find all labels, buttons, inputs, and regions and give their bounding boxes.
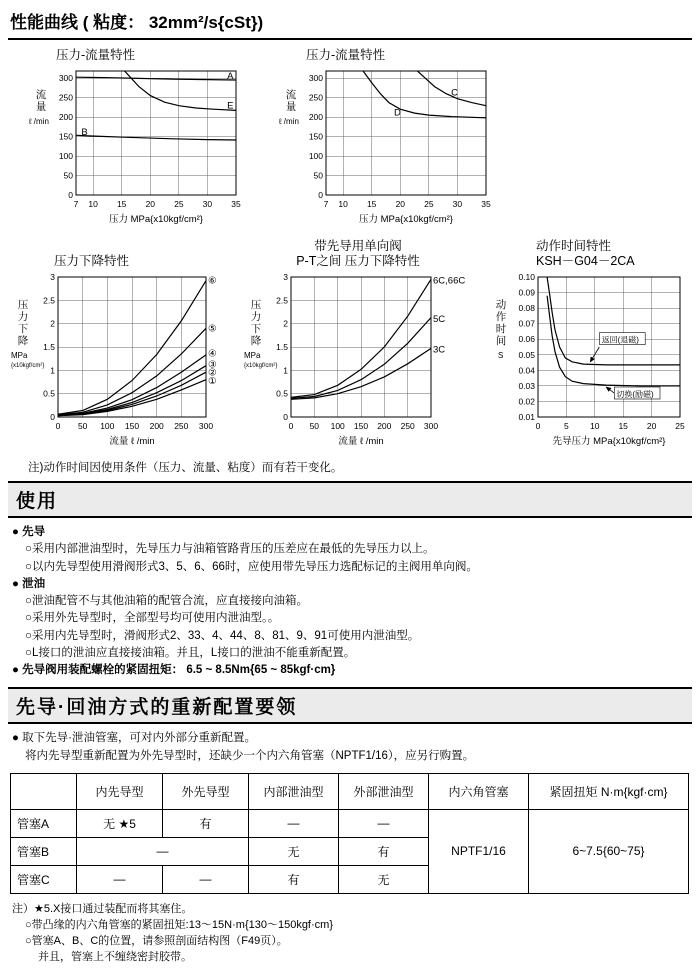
chart-pressure-flow-2 [276, 46, 500, 231]
svg-text:0: 0 [535, 421, 541, 431]
svg-text:动: 动 [495, 299, 507, 311]
svg-text:0: 0 [55, 421, 61, 431]
svg-text:3C: 3C [433, 344, 446, 356]
svg-text:0.02: 0.02 [518, 396, 535, 407]
svg-text:200: 200 [58, 112, 73, 122]
svg-text:0: 0 [283, 412, 288, 422]
svg-text:30: 30 [452, 199, 463, 209]
svg-text:7: 7 [73, 199, 79, 209]
svg-text:压力 MPa{x10kgf/cm²}: 压力 MPa{x10kgf/cm²} [359, 214, 453, 225]
svg-text:流: 流 [285, 89, 297, 101]
svg-text:35: 35 [231, 199, 241, 209]
chart-canvas [241, 269, 467, 453]
chart-pressure-flow-1 [26, 46, 250, 231]
use-bullet-list [10, 524, 690, 679]
table-cell-hex-plug: NPTF1/16 [429, 809, 529, 893]
svg-text:6C,66C: 6C,66C [433, 275, 466, 287]
svg-text:切换(励磁): 切换(励磁) [616, 390, 654, 399]
svg-text:35: 35 [481, 199, 491, 209]
svg-text:流量 ℓ /min: 流量 ℓ /min [109, 436, 155, 447]
plug-config-table [10, 773, 689, 894]
svg-text:15: 15 [366, 199, 377, 209]
chart-canvas [276, 63, 500, 231]
svg-text:250: 250 [400, 421, 415, 431]
use-bullet-line: ● 先导 [12, 526, 46, 538]
table-cell: 无 [339, 865, 429, 893]
svg-text:0.06: 0.06 [518, 334, 535, 345]
chart-title: 带先导用单向阀 P-T之间 压力下降特性 [296, 239, 420, 268]
svg-text:间: 间 [495, 335, 507, 347]
table-header: 内部泄油型 [249, 773, 339, 809]
svg-text:150: 150 [124, 421, 140, 431]
chart-pressure-drop [8, 239, 222, 453]
svg-text:150: 150 [308, 131, 323, 142]
table-header: 内六角管塞 [429, 773, 529, 809]
svg-text:1.5: 1.5 [43, 342, 55, 352]
svg-text:300: 300 [198, 421, 214, 431]
svg-text:压: 压 [17, 299, 29, 311]
footer-note-line: ○管塞A、B、C的位置，请参照剖面结构图（F49页）。 [25, 934, 288, 947]
reconfig-intro-list [10, 730, 690, 765]
use-bullet-line: ○采用外先导型时，全部型号均可使用内泄油型。。 [25, 612, 280, 625]
use-bullet-line: ● 泄油 [12, 577, 46, 590]
table-cell: — [77, 837, 249, 865]
table-cell: — [77, 865, 163, 893]
chart-canvas [8, 269, 222, 453]
table-cell: — [163, 865, 249, 893]
svg-text:0.09: 0.09 [518, 287, 535, 298]
table-header [11, 773, 77, 809]
svg-text:0.05: 0.05 [518, 349, 535, 360]
svg-text:0: 0 [68, 190, 73, 200]
svg-text:200: 200 [149, 421, 164, 431]
svg-text:降: 降 [250, 335, 262, 347]
svg-text:力: 力 [17, 311, 29, 323]
use-bullet-line: ● 先导阀用装配螺栓的紧固扭矩： 6.5 ~ 8.5Nm{65 ~ 85kgf·cm} [12, 664, 336, 676]
svg-text:10: 10 [338, 199, 348, 209]
svg-text:10: 10 [590, 421, 600, 431]
svg-text:④: ④ [208, 348, 217, 360]
svg-text:1.5: 1.5 [276, 342, 288, 352]
svg-text:时: 时 [495, 323, 507, 335]
use-bullet-line: ○采用内先导型时，滑阀形式2、33、4、44、8、81、9、91可使用内泄油型。 [25, 629, 420, 642]
table-header: 内先导型 [77, 773, 163, 809]
footer-note-line: 并且，管塞上不缠绕密封胶带。 [38, 950, 192, 963]
svg-text:E: E [227, 100, 234, 112]
svg-text:3: 3 [50, 272, 55, 282]
chart-title: 压力下降特性 [54, 254, 130, 268]
svg-text:下: 下 [250, 323, 262, 335]
footer-note-line: ○带凸缘的内六角管塞的紧固扭矩:13～15N·m{130～150kgf·cm} [25, 918, 333, 931]
svg-text:2: 2 [283, 318, 288, 329]
table-row [11, 809, 689, 837]
svg-text:100: 100 [330, 421, 345, 431]
charts-row-2 [8, 239, 692, 453]
use-bullet-line: ○以内先导型使用滑阀形式3、5、6、66时，应使用带先导压力选配标记的主阀用单向阀。 [25, 560, 478, 573]
table-cell: — [339, 809, 429, 837]
svg-text:300: 300 [58, 73, 73, 83]
svg-text:0.07: 0.07 [518, 318, 535, 329]
svg-text:50: 50 [77, 421, 88, 431]
svg-text:{x10kgf/cm²}: {x10kgf/cm²} [11, 363, 45, 369]
table-row-label: 管塞B [11, 837, 77, 865]
svg-text:250: 250 [174, 421, 189, 431]
svg-text:S: S [498, 351, 504, 360]
svg-text:降: 降 [17, 335, 29, 347]
svg-text:{x10kgf/cm²}: {x10kgf/cm²} [244, 363, 278, 369]
svg-text:100: 100 [100, 421, 115, 431]
svg-text:②: ② [208, 367, 217, 379]
chart-pilot-check-pressure-drop [241, 239, 467, 453]
footer-notes [10, 902, 690, 966]
svg-text:0.5: 0.5 [43, 388, 55, 399]
svg-text:0: 0 [318, 190, 323, 200]
svg-text:250: 250 [308, 92, 323, 103]
table-row-label: 管塞A [11, 809, 77, 837]
svg-text:0: 0 [288, 421, 294, 431]
charts-note: 注)动作时间因使用条件（压力、流量、粘度）而有若干变化。 [28, 462, 343, 474]
svg-text:B: B [81, 126, 88, 138]
use-bullet-line: ○采用内部泄油型时，先导压力与油箱管路背压的压差应在最低的先导压力以上。 [25, 543, 435, 556]
chart-canvas [26, 63, 250, 231]
reconfig-intro-line: ● 取下先导·泄油管塞，可对内外部分重新配置。 [12, 732, 256, 745]
svg-text:2.5: 2.5 [43, 295, 55, 306]
svg-text:⑤: ⑤ [208, 323, 217, 335]
svg-text:5: 5 [564, 421, 569, 431]
svg-text:5C: 5C [433, 314, 446, 325]
svg-text:0.08: 0.08 [518, 303, 535, 314]
svg-text:200: 200 [377, 421, 392, 431]
svg-text:0.03: 0.03 [518, 380, 535, 391]
table-cell-torque: 6~7.5{60~75} [529, 809, 689, 893]
svg-text:3: 3 [283, 272, 288, 282]
footer-note-line: 注）★5.X接口通过装配而将其塞住。 [12, 902, 193, 915]
svg-text:250: 250 [58, 92, 73, 103]
svg-text:15: 15 [116, 199, 127, 209]
svg-text:⑥: ⑥ [208, 275, 217, 287]
svg-text:压力 MPa{x10kgf/cm²}: 压力 MPa{x10kgf/cm²} [109, 214, 203, 225]
svg-text:100: 100 [308, 151, 323, 161]
svg-text:2.5: 2.5 [276, 295, 288, 306]
svg-text:25: 25 [675, 421, 685, 431]
svg-text:25: 25 [174, 199, 184, 209]
svg-text:ℓ /min: ℓ /min [279, 117, 299, 126]
svg-text:MPa: MPa [11, 351, 28, 360]
chart-canvas [486, 269, 692, 453]
table-row-label: 管塞C [11, 865, 77, 893]
svg-text:力: 力 [250, 311, 262, 323]
svg-text:50: 50 [313, 170, 323, 181]
svg-text:300: 300 [308, 73, 323, 83]
chart-title: 压力-流量特性 [306, 48, 386, 62]
svg-text:0.10: 0.10 [518, 272, 535, 282]
svg-text:流: 流 [35, 89, 47, 101]
chart-title: 动作时间特性 KSH－G04－2CA [536, 239, 635, 268]
reconfig-intro-line: 将内先导型重新配置为外先导型时，还缺少一个内六角管塞（NPTF1/16），应另行购置。 [25, 749, 475, 762]
use-bullet-line: ○L接口的泄油应直接接油箱。并且，L接口的泄油不能重新配置。 [25, 646, 356, 659]
svg-text:100: 100 [58, 151, 73, 161]
table-cell: 有 [249, 865, 339, 893]
svg-text:D: D [393, 107, 401, 119]
svg-text:150: 150 [353, 421, 369, 431]
table-cell: 无 ★5 [77, 809, 163, 837]
svg-text:③: ③ [208, 359, 217, 371]
svg-text:流量 ℓ /min: 流量 ℓ /min [338, 436, 384, 447]
svg-text:7: 7 [323, 199, 329, 209]
svg-text:25: 25 [424, 199, 434, 209]
svg-text:ℓ /min: ℓ /min [29, 117, 49, 126]
use-bullet-line: ○泄油配管不与其他油箱的配管合流，应直接接向油箱。 [25, 595, 308, 607]
svg-text:20: 20 [145, 199, 156, 209]
table-cell: 有 [163, 809, 249, 837]
svg-text:MPa: MPa [244, 351, 261, 360]
page-title: 性能曲线 ( 粘度： 32mm²/s{cSt}) [8, 4, 692, 40]
svg-text:1: 1 [283, 365, 288, 376]
table-cell: — [249, 809, 339, 837]
table-cell: 有 [339, 837, 429, 865]
table-header: 紧固扭矩 N·m{kgf·cm} [529, 773, 689, 809]
svg-text:压: 压 [250, 299, 262, 311]
svg-text:先导压力 MPa{x10kgf/cm²}: 先导压力 MPa{x10kgf/cm²} [552, 436, 666, 447]
svg-text:①: ① [208, 376, 217, 388]
table-header: 外部泄油型 [339, 773, 429, 809]
svg-text:10: 10 [88, 199, 98, 209]
svg-text:0.5: 0.5 [276, 388, 288, 399]
svg-text:0.01: 0.01 [518, 412, 535, 422]
svg-text:0: 0 [50, 412, 55, 422]
svg-text:量: 量 [285, 101, 297, 113]
section-header-use: 使用 [8, 481, 692, 518]
svg-text:50: 50 [309, 421, 320, 431]
svg-text:50: 50 [63, 170, 73, 181]
svg-text:1: 1 [50, 365, 55, 376]
svg-text:20: 20 [395, 199, 406, 209]
svg-text:返回(退磁): 返回(退磁) [601, 335, 639, 345]
charts-row-1 [26, 46, 692, 231]
svg-text:150: 150 [58, 131, 73, 142]
section-header-reconfig: 先导·回油方式的重新配置要领 [8, 687, 692, 724]
svg-text:20: 20 [646, 421, 657, 431]
chart-operating-time [486, 239, 692, 453]
svg-text:200: 200 [308, 112, 323, 122]
svg-text:15: 15 [618, 421, 628, 431]
svg-text:下: 下 [17, 323, 29, 335]
svg-text:300: 300 [423, 421, 439, 431]
svg-text:2: 2 [50, 318, 55, 329]
svg-text:A: A [227, 71, 234, 83]
svg-text:作: 作 [495, 311, 507, 323]
svg-text:量: 量 [35, 101, 47, 113]
svg-text:0.04: 0.04 [518, 365, 535, 376]
svg-text:C: C [451, 87, 459, 99]
chart-title: 压力-流量特性 [56, 48, 136, 62]
table-header: 外先导型 [163, 773, 249, 809]
svg-text:30: 30 [202, 199, 213, 209]
table-cell: 无 [249, 837, 339, 865]
